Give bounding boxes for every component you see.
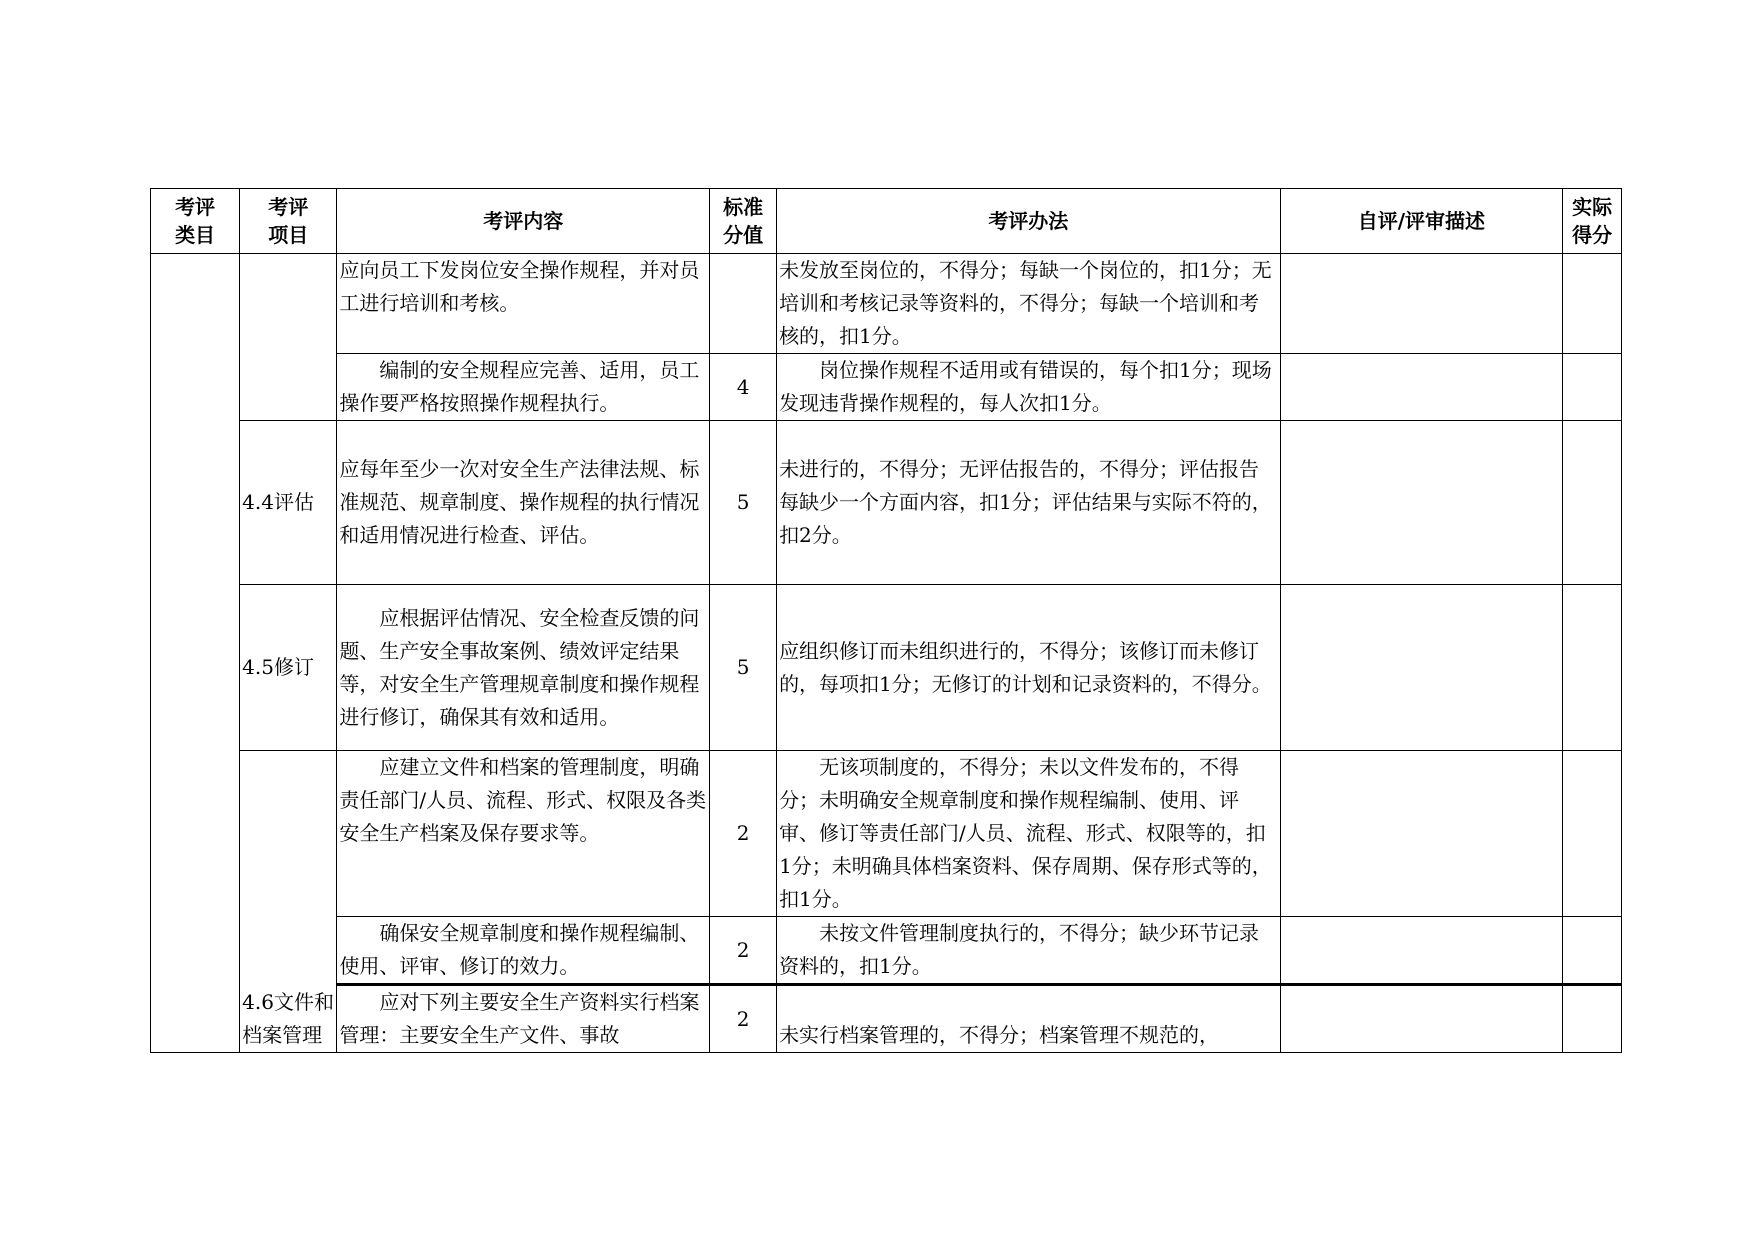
- actual-score-cell[interactable]: [1563, 254, 1622, 354]
- review-cell[interactable]: [1280, 421, 1563, 585]
- actual-score-cell[interactable]: [1563, 421, 1622, 585]
- content-cell: 应向员工下发岗位安全操作规程，并对员工进行培训和考核。: [337, 254, 710, 354]
- score-cell: 5: [710, 585, 777, 751]
- table-row: [151, 585, 1622, 751]
- method-cell: 岗位操作规程不适用或有错误的，每个扣1分；现场发现违背操作规程的，每人次扣1分。: [777, 354, 1281, 421]
- actual-score-cell[interactable]: [1563, 985, 1622, 1053]
- table-row: [151, 254, 1622, 354]
- content-cell: 应每年至少一次对安全生产法律法规、标准规范、规章制度、操作规程的执行情况和适用情况进行检查、评估。: [337, 421, 710, 585]
- review-cell[interactable]: [1280, 751, 1563, 917]
- score-cell: 2: [710, 751, 777, 917]
- header-content: 考评内容: [337, 189, 710, 254]
- header-item: 考评 项目: [240, 189, 337, 254]
- content-cell: 应根据评估情况、安全检查反馈的问题、生产安全事故案例、绩效评定结果等，对安全生产管理规章制度和操作规程进行修订，确保其有效和适用。: [337, 585, 710, 751]
- header-method: 考评办法: [777, 189, 1281, 254]
- review-cell[interactable]: [1280, 354, 1563, 421]
- header-row: [151, 189, 1622, 254]
- item-cell: 4.5修订: [240, 585, 337, 751]
- content-cell: 应建立文件和档案的管理制度，明确责任部门/人员、流程、形式、权限及各类安全生产档案及保存要求等。: [337, 751, 710, 917]
- method-cell: 未发放至岗位的，不得分；每缺一个岗位的，扣1分；无培训和考核记录等资料的，不得分；每缺一个培训和考核的，扣1分。: [777, 254, 1281, 354]
- review-cell[interactable]: [1280, 917, 1563, 985]
- content-cell: 编制的安全规程应完善、适用，员工操作要严格按照操作规程执行。: [337, 354, 710, 421]
- actual-score-cell[interactable]: [1563, 585, 1622, 751]
- score-cell: 2: [710, 985, 777, 1053]
- item-cell: 4.4评估: [240, 421, 337, 585]
- review-cell[interactable]: [1280, 254, 1563, 354]
- score-cell: [710, 254, 777, 354]
- header-review: 自评/评审描述: [1280, 189, 1563, 254]
- header-score: 标准 分值: [710, 189, 777, 254]
- table-row: [151, 354, 1622, 421]
- header-category: 考评 类目: [151, 189, 240, 254]
- method-cell: 未按文件管理制度执行的，不得分；缺少环节记录资料的，扣1分。: [777, 917, 1281, 985]
- review-cell[interactable]: [1280, 985, 1563, 1053]
- method-cell: 应组织修订而未组织进行的，不得分；该修订而未修订的，每项扣1分；无修订的计划和记录资料的，不得分。: [777, 585, 1281, 751]
- item-cell: 4.6文件和档案管理: [240, 751, 337, 1053]
- score-cell: 5: [710, 421, 777, 585]
- score-cell: 2: [710, 917, 777, 985]
- table-row: [151, 985, 1622, 1053]
- method-cell: 未实行档案管理的，不得分；档案管理不规范的，: [777, 985, 1281, 1053]
- actual-score-cell[interactable]: [1563, 917, 1622, 985]
- category-cell: [151, 254, 240, 1053]
- assessment-table: [150, 188, 1622, 1053]
- method-cell: 未进行的，不得分；无评估报告的，不得分；评估报告每缺少一个方面内容，扣1分；评估结果与实际不符的，扣2分。: [777, 421, 1281, 585]
- table-row: [151, 917, 1622, 985]
- review-cell[interactable]: [1280, 585, 1563, 751]
- score-cell: 4: [710, 354, 777, 421]
- content-cell: 确保安全规章制度和操作规程编制、使用、评审、修订的效力。: [337, 917, 710, 985]
- actual-score-cell[interactable]: [1563, 354, 1622, 421]
- actual-score-cell[interactable]: [1563, 751, 1622, 917]
- item-cell: [240, 254, 337, 421]
- method-cell: 无该项制度的，不得分；未以文件发布的，不得分；未明确安全规章制度和操作规程编制、使用、评审、修订等责任部门/人员、流程、形式、权限等的，扣1分；未明确具体档案资料、保存周期、保存形式等的，扣1分。: [777, 751, 1281, 917]
- table-row: [151, 421, 1622, 585]
- header-actual: 实际 得分: [1563, 189, 1622, 254]
- table-row: [151, 751, 1622, 917]
- content-cell: 应对下列主要安全生产资料实行档案管理：主要安全生产文件、事故: [337, 985, 710, 1053]
